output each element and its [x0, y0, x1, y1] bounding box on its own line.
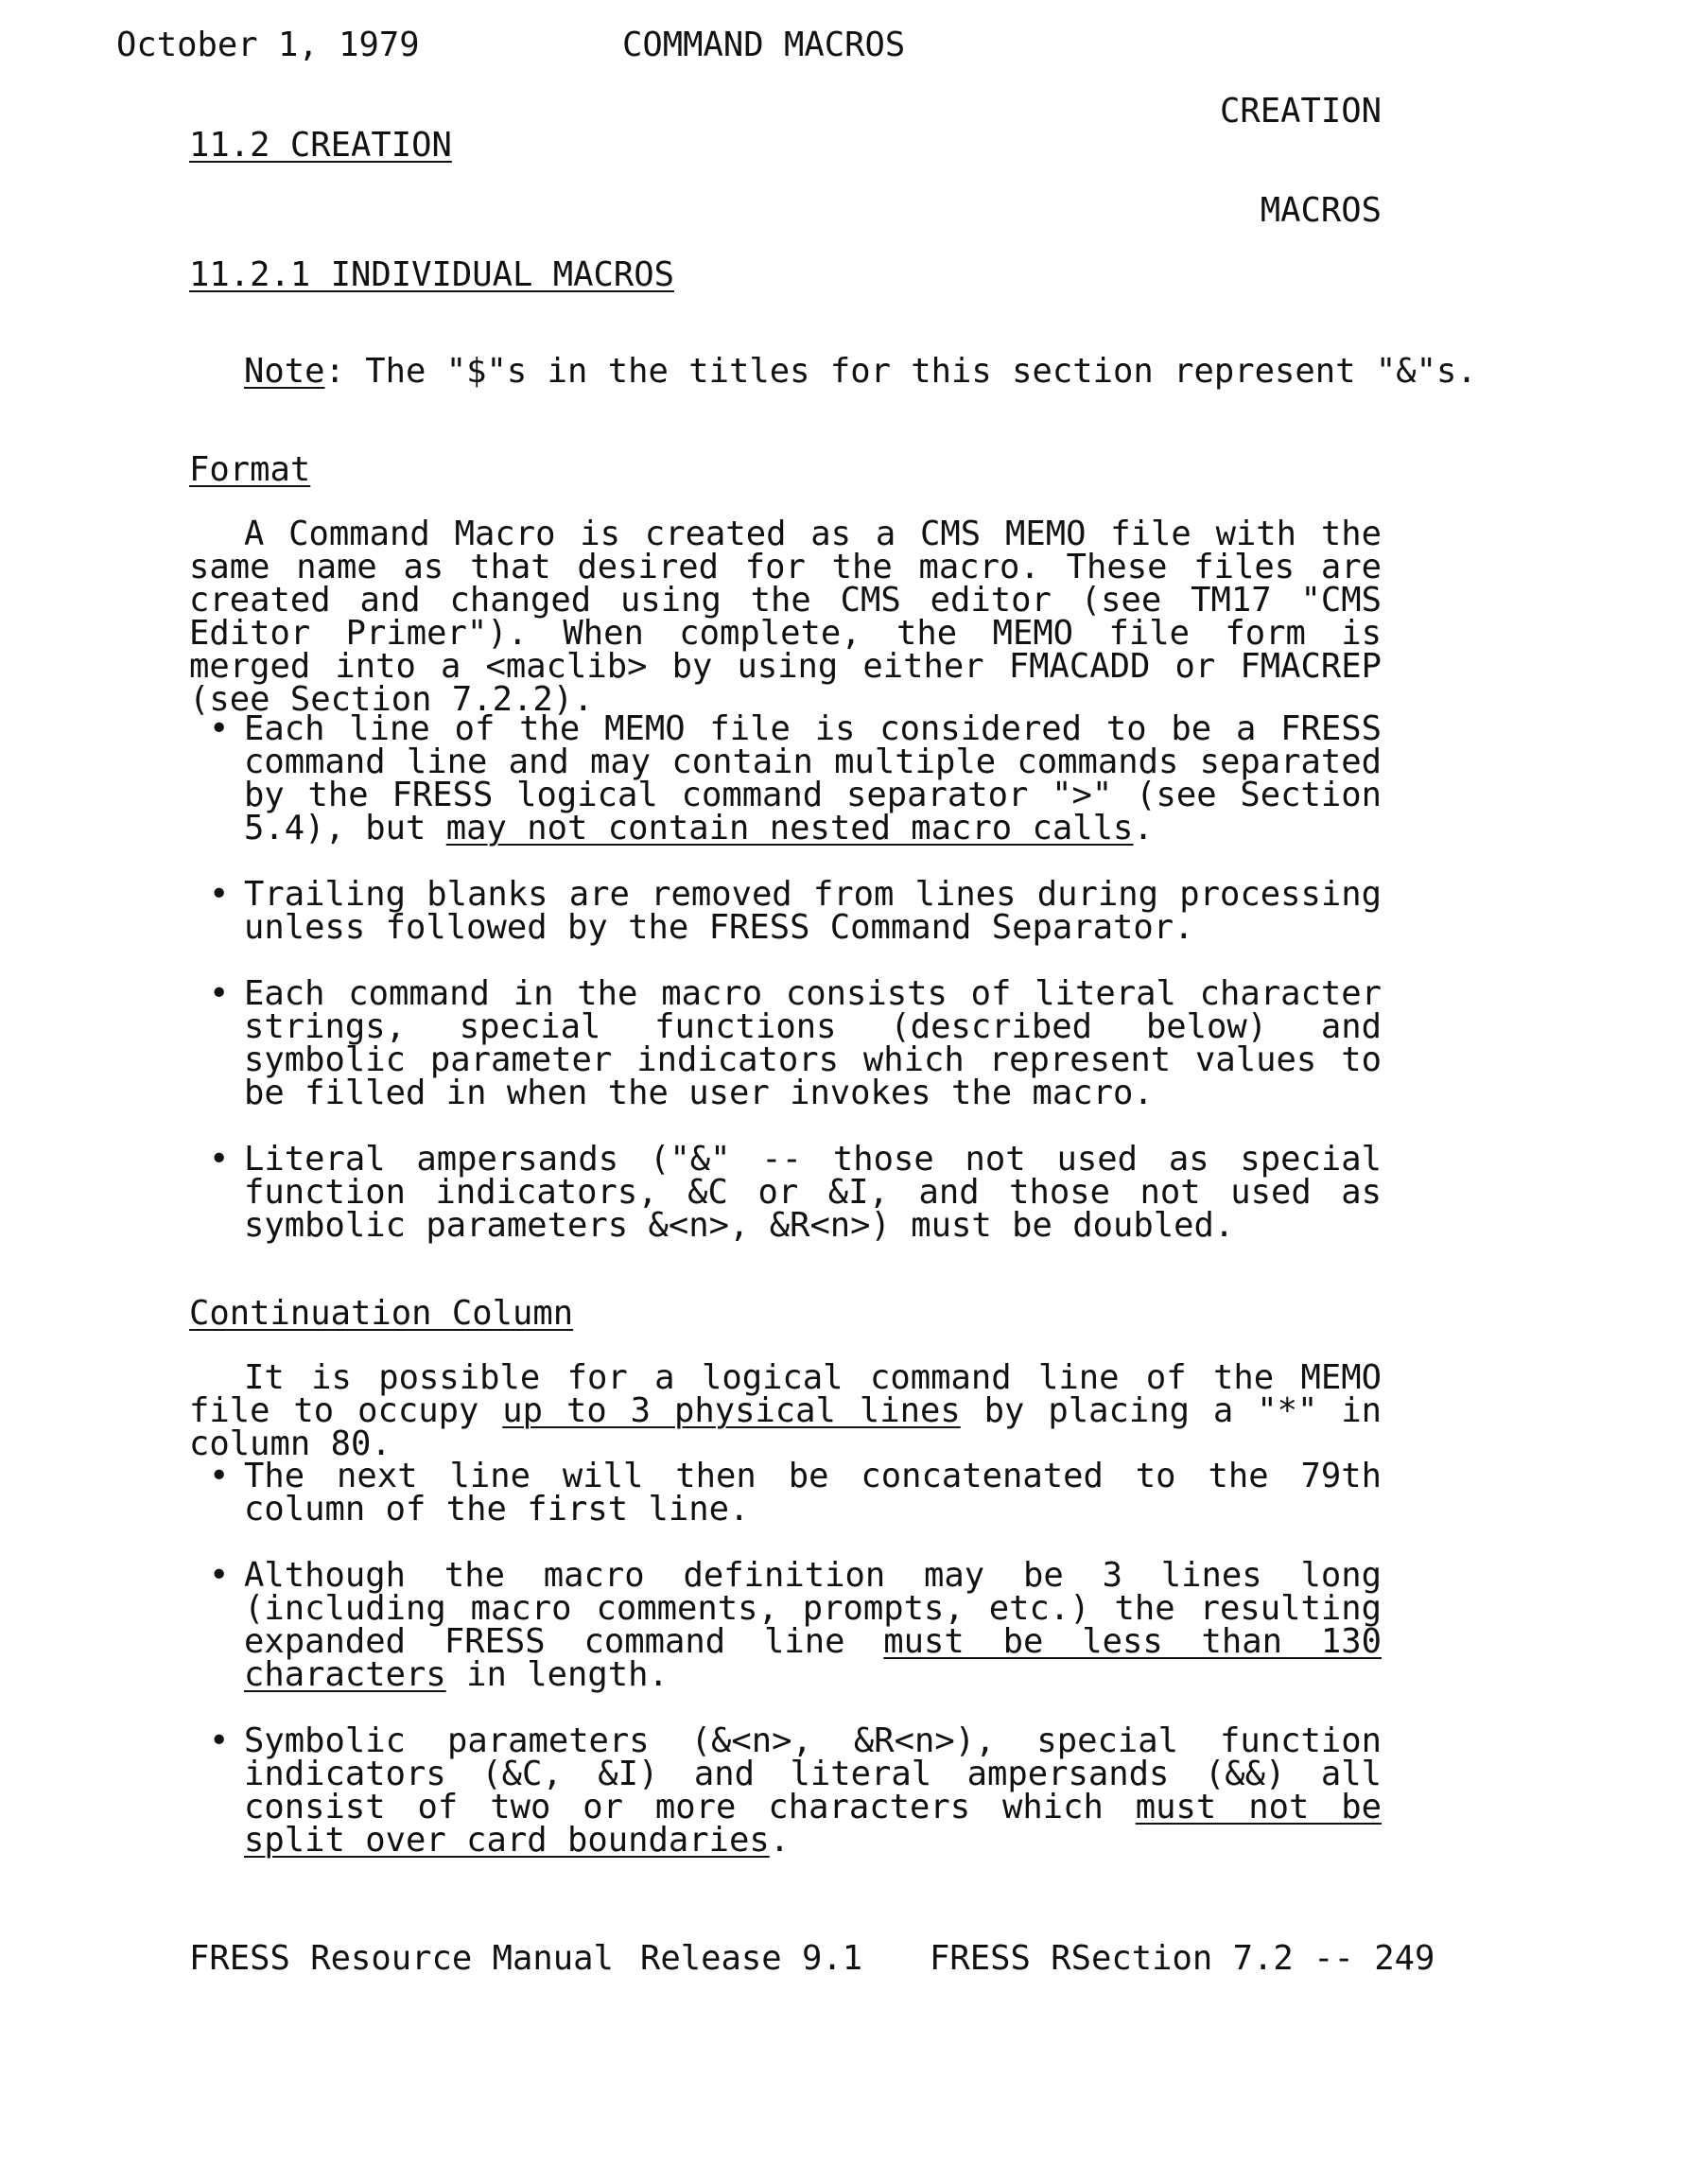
bullet-text: Although the macro definition may be 3 lines long (including macro comments, prompts, etc.) the resulting expanded FRESS command line — [244, 1556, 1382, 1661]
list-item — [189, 875, 1382, 947]
header-right-line2: MACROS — [1260, 191, 1382, 230]
bullet-text: Each command in the macro consists of literal character strings, special functions (described below) and symbolic parameter indicators which represent values to be filled in when the user invokes the macro. — [244, 974, 1382, 1112]
bullet-after-text: in length. — [445, 1655, 669, 1694]
bullet-dot-icon: • — [209, 974, 230, 1013]
continuation-underlined-text: up to 3 physical lines — [502, 1391, 961, 1430]
continuation-heading: Continuation Column — [189, 1294, 574, 1333]
bullet-text: The next line will then be concatenated to the 79th column of the first line. — [244, 1457, 1382, 1529]
list-item — [189, 1457, 1382, 1529]
list-item — [189, 974, 1382, 1112]
format-paragraph: A Command Macro is created as a CMS MEMO file with the same name as that desired for the macro. These files are created and changed using the CMS editor (see TM17 "CMS Editor Primer"). When complete, the MEMO file form is merged into a <maclib> by using either FMACADD or FMACREP (see Section 7.2.2). — [189, 515, 1382, 719]
footer-manual: FRESS Resource Manual — [189, 1939, 614, 1978]
bullet-underlined-text: may not contain nested macro calls — [445, 809, 1134, 847]
bullet-after-text: . — [1133, 809, 1154, 847]
format-heading: Format — [189, 450, 311, 489]
bullet-text: Literal ampersands ("&" -- those not used as special function indicators, &C or &I, and those not used as symbolic parameters &<n>, &R<n>) must be doubled. — [244, 1140, 1382, 1245]
bullet-text: Trailing blanks are removed from lines during processing unless followed by the FRESS Command Separator. — [244, 875, 1382, 947]
bullet-dot-icon: • — [209, 709, 230, 748]
list-item — [189, 709, 1382, 847]
bullet-underlined-text: must not be split over card boundaries — [244, 1788, 1382, 1860]
note-text: : The "$"s in the titles for this section represent "&"s. — [324, 352, 1477, 391]
header-date: October 1, 1979 — [116, 26, 420, 64]
bullet-dot-icon: • — [209, 1457, 230, 1495]
section-title: 11.2 CREATION — [189, 126, 452, 165]
continuation-bullet-list — [189, 1459, 1382, 1890]
list-item — [189, 1556, 1382, 1694]
continuation-paragraph — [189, 1358, 1382, 1463]
footer-release: Release 9.1 — [640, 1939, 863, 1978]
format-bullet-list — [189, 709, 1382, 1275]
subsection-title: 11.2.1 INDIVIDUAL MACROS — [189, 255, 674, 294]
bullet-dot-icon: • — [209, 1721, 230, 1760]
header-right-block — [1220, 28, 1382, 260]
bullet-dot-icon: • — [209, 875, 230, 914]
bullet-underlined-text: must be less than 130 characters — [244, 1622, 1382, 1694]
note-label: Note — [244, 352, 325, 391]
bullet-text: Each line of the MEMO file is considered to be a FRESS command line and may contain multiple commands separated by the FRESS logical command separator ">" (see Section 5.4), but — [244, 709, 1382, 847]
continuation-after-text: by placing a "*" in column 80. — [189, 1391, 1382, 1463]
list-item — [189, 1721, 1382, 1860]
bullet-text: Symbolic parameters (&<n>, &R<n>), special function indicators (&C, &I) and literal ampersands (&&) all consist of two or more characters which — [244, 1721, 1382, 1826]
header-right-line1: CREATION — [1220, 92, 1382, 131]
footer-section: FRESS RSection 7.2 -- 249 — [930, 1939, 1435, 1978]
continuation-text: It is possible for a logical command line of the MEMO file to occupy — [189, 1358, 1382, 1430]
header-center-title: COMMAND MACROS — [622, 26, 906, 64]
list-item — [189, 1140, 1382, 1245]
bullet-after-text: . — [769, 1821, 791, 1860]
note-line — [244, 352, 1477, 391]
bullet-dot-icon: • — [209, 1140, 230, 1179]
bullet-dot-icon: • — [209, 1556, 230, 1595]
